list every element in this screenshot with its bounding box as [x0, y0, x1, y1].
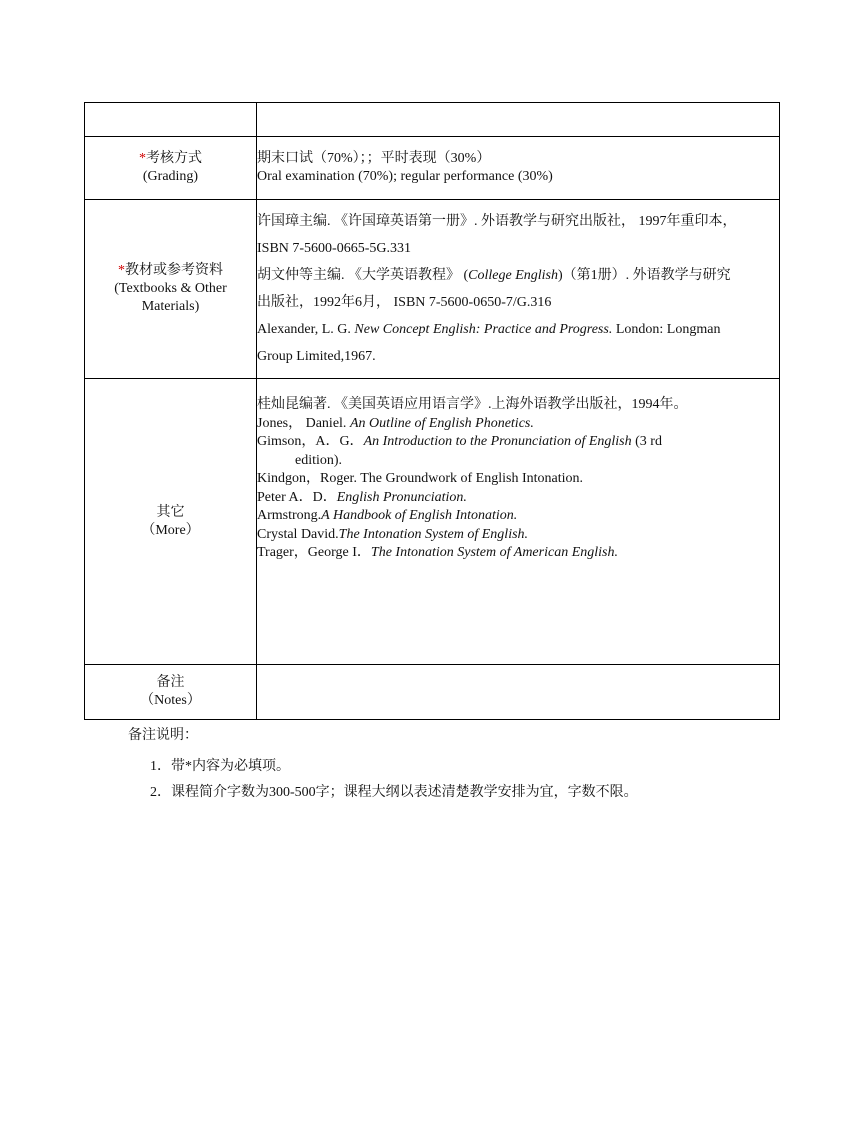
empty-content-cell	[257, 103, 780, 137]
reference-edition: (3 rd	[631, 434, 662, 449]
footer-notes	[128, 726, 638, 806]
book-2-pre: 胡文仲等主编. 《大学英语教程》 (	[257, 268, 469, 283]
books-label-cn-line	[85, 262, 256, 280]
book-2-line-2: 出版社，1992年6月， ISBN 7-5600-0650-7/G.316	[257, 295, 552, 310]
reference-author: Crystal David.	[257, 526, 339, 542]
book-2-post: )（第1册）. 外语教学与研究	[558, 268, 731, 283]
more-label-cn: 其它	[156, 504, 185, 520]
reference-title: An Introduction to the Pronunciation of English	[363, 434, 632, 449]
footer-item-2: 2．课程简介字数为300-500字；课程大纲以表述清楚教学安排为宜，字数不限。	[150, 785, 638, 800]
book-3-title: New Concept English: Practice and Progress.	[354, 322, 613, 337]
books-label-en-2: Materials)	[141, 299, 200, 314]
reference-item	[257, 415, 779, 434]
reference-item-continuation	[257, 452, 779, 471]
book-1-line-2: ISBN 7-5600-0665-5G.331	[257, 241, 411, 256]
syllabus-table	[84, 102, 780, 720]
reference-title: The Intonation System of American English.	[370, 545, 618, 560]
reference-item	[257, 489, 779, 508]
book-3-pre: Alexander, L. G.	[257, 322, 355, 337]
footer-item-1: 1．带*内容为必填项。	[150, 759, 290, 774]
reference-item	[257, 507, 779, 526]
books-label-en-1: (Textbooks & Other	[114, 281, 227, 296]
reference-text: 桂灿昆编著. 《美国英语应用语言学》.上海外语教学出版社，1994年。	[257, 397, 688, 412]
reference-item	[257, 470, 779, 489]
required-star: *	[118, 263, 125, 278]
book-2-title-en: College English	[468, 268, 558, 283]
reference-author: Trager，George I．	[257, 545, 371, 560]
book-2-line-1	[257, 262, 779, 289]
books-content	[257, 200, 780, 379]
reference-text: Kindgon，Roger. The Groundwork of English Intonation.	[257, 471, 583, 486]
grading-label-en: (Grading)	[142, 169, 199, 184]
reference-item	[257, 544, 779, 563]
grading-row	[85, 137, 780, 200]
empty-label-cell	[85, 103, 257, 137]
reference-item	[257, 396, 779, 415]
notes-label-en: （Notes）	[140, 693, 201, 708]
more-label-en: （More）	[141, 522, 200, 538]
notes-row	[85, 665, 780, 720]
books-label	[85, 200, 257, 379]
more-row	[85, 379, 780, 665]
more-label	[85, 379, 257, 665]
reference-title: An Outline of English Phonetics.	[349, 415, 534, 431]
reference-title: A Handbook of English Intonation.	[321, 508, 518, 523]
empty-row	[85, 103, 780, 137]
grading-line-en: Oral examination (70%); regular performance (30%)	[257, 169, 553, 184]
reference-author: Armstrong.	[257, 508, 322, 523]
reference-author: Jones， Daniel.	[257, 415, 350, 431]
notes-label-cn: 备注	[156, 675, 185, 690]
book-1-line-1: 许国璋主编. 《许国璋英语第一册》. 外语教学与研究出版社， 1997年重印本，	[257, 214, 737, 229]
grading-content	[257, 137, 780, 200]
grading-label	[85, 137, 257, 200]
reference-author: Peter A．D．	[257, 489, 337, 505]
notes-label	[85, 665, 257, 720]
reference-title: The Intonation System of English.	[338, 526, 529, 542]
book-3-line-1	[257, 316, 779, 343]
footer-heading: 备注说明：	[128, 728, 198, 743]
reference-item	[257, 433, 779, 452]
book-3-line-2: Group Limited,1967.	[257, 349, 376, 364]
footer-list	[128, 754, 638, 806]
grading-line-cn: 期末口试（70%）；；平时表现（30%）	[257, 151, 491, 166]
book-3-post: London: Longman	[612, 322, 721, 337]
reference-author: Gimson，A．G．	[257, 434, 364, 449]
reference-item	[257, 526, 779, 545]
notes-content	[257, 665, 780, 720]
books-label-cn: 教材或参考资料	[125, 263, 223, 278]
reference-title: English Pronunciation.	[336, 489, 467, 505]
grading-label-cn-line	[85, 150, 256, 168]
books-row	[85, 200, 780, 379]
required-star: *	[139, 151, 146, 166]
more-content	[257, 379, 780, 665]
grading-label-cn: 考核方式	[146, 151, 202, 166]
reference-text: edition).	[295, 452, 343, 468]
